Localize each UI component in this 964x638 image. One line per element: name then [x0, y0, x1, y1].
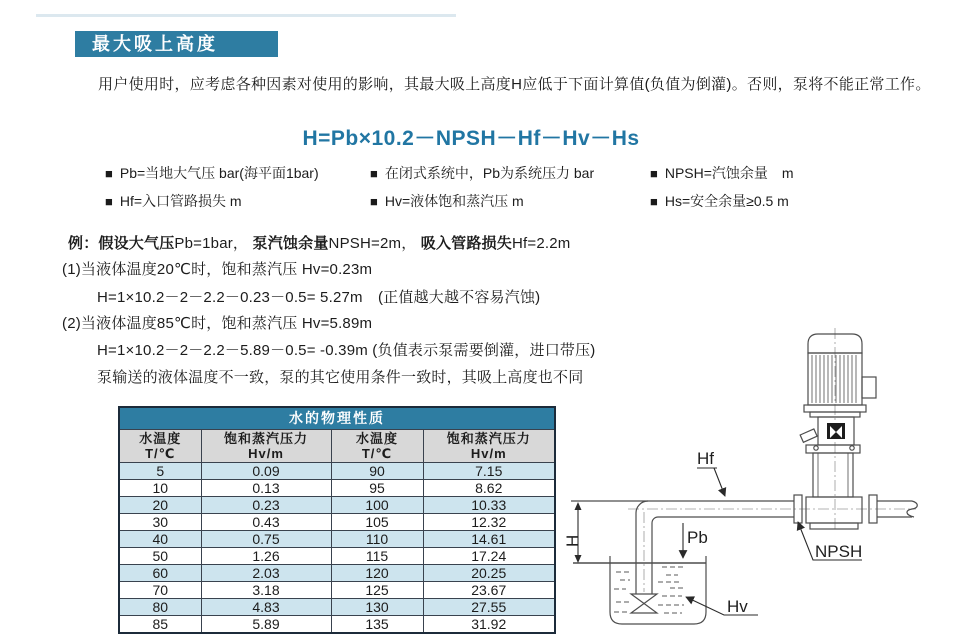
legend-label: Pb=当地大气压 bar(海平面1bar) — [119, 165, 319, 181]
pump-base — [806, 497, 862, 523]
example-bold: 泵汽蚀余量 — [252, 235, 329, 252]
square-bullet-icon: ■ — [650, 194, 658, 209]
dimension-H — [575, 502, 582, 563]
example-bold: 吸入管路损失 — [420, 235, 512, 252]
legend-item-closed-system — [370, 163, 594, 183]
example-intro-line: 例：假设大气压Pb=1bar， 泵汽蚀余量NPSH=2m， 吸入管路损失Hf=2.2m — [68, 235, 571, 252]
legend-item-npsh — [650, 163, 794, 183]
table-row: 70 3.18 125 23.67 — [119, 582, 555, 599]
example-note: 泵输送的液体温度不一致，泵的其它使用条件一致时，其吸上高度也不同 — [97, 369, 584, 386]
page-top-rule — [36, 14, 456, 17]
square-bullet-icon: ■ — [370, 194, 378, 209]
section-title: 最大吸上高度 — [75, 31, 278, 57]
water-tank — [573, 556, 706, 624]
brand-logo-icon — [827, 423, 845, 439]
square-bullet-icon: ■ — [370, 166, 378, 181]
vertical-multistage-pump — [794, 334, 877, 529]
stage-column — [813, 453, 853, 497]
col-header-pressure-left: 饱和蒸汽压力 Hv/m — [201, 430, 331, 463]
intro-paragraph: 用户使用时，应考虑各种因素对使用的影响，其最大吸上高度H应低于下面计算值(负值为倒灌)。否则，泵将不能正常工作。 — [98, 76, 931, 93]
example-calc1: H=1×10.2－2－2.2－0.23－0.5= 5.27m (正值越大越不容易汽蚀) — [97, 289, 541, 306]
square-bullet-icon: ■ — [105, 166, 113, 181]
base-foot — [810, 523, 858, 529]
example-case1: (1)当液体温度20℃时，饱和蒸汽压 Hv=0.23m — [62, 261, 373, 278]
table-row: 80 4.83 130 27.55 — [119, 599, 555, 616]
legend-item-hf — [105, 191, 242, 211]
table-row: 20 0.23 100 10.33 — [119, 497, 555, 514]
legend-label: Hs=安全余量≥0.5 m — [664, 193, 789, 209]
pb-label: Pb — [687, 528, 708, 547]
suction-height-formula: H=Pb×10.2－NPSH－Hf－Hv－Hs — [302, 127, 640, 150]
example-bold: 例：假设大气压 — [68, 235, 175, 252]
legend-label: NPSH=汽蚀余量 m — [664, 165, 794, 181]
suction-pipe-inner — [652, 517, 794, 594]
square-bullet-icon: ■ — [650, 166, 658, 181]
table-row: 40 0.75 110 14.61 — [119, 531, 555, 548]
legend-item-hs — [650, 191, 789, 211]
example-calc2: H=1×10.2－2－2.2－5.89－0.5= -0.39m (负值表示泵需要倒灌，进口带压) — [97, 342, 596, 359]
square-bullet-icon: ■ — [105, 194, 113, 209]
table-row: 50 1.26 115 17.24 — [119, 548, 555, 565]
centerlines — [628, 328, 916, 592]
pump-installation-diagram — [558, 326, 958, 638]
hf-label: Hf — [697, 449, 714, 468]
h-label: H — [563, 534, 582, 547]
hv-label: Hv — [727, 597, 748, 616]
example-case2: (2)当液体温度85℃时，饱和蒸汽压 Hv=5.89m — [62, 315, 373, 332]
foot-valve-icon — [631, 594, 657, 613]
table-row: 85 5.89 135 31.92 — [119, 616, 555, 634]
drain-plug — [800, 429, 817, 442]
legend-label: 在闭式系统中，Pb为系统压力 bar — [384, 165, 595, 181]
col-header-pressure-right: 饱和蒸汽压力 Hv/m — [423, 430, 555, 463]
table-row: 60 2.03 120 20.25 — [119, 565, 555, 582]
legend-item-pb — [105, 163, 319, 183]
hf-leader — [697, 468, 725, 496]
water-hatching — [614, 567, 684, 613]
terminal-box — [862, 377, 876, 398]
table-title: 水的物理性质 — [119, 407, 555, 430]
col-header-temp-right: 水温度 T/℃ — [331, 430, 423, 463]
table-row: 5 0.09 90 7.15 — [119, 463, 555, 480]
water-properties-table — [118, 406, 556, 634]
table-row: 10 0.13 95 8.62 — [119, 480, 555, 497]
table-row: 30 0.43 105 12.32 — [119, 514, 555, 531]
tank-outline — [610, 556, 706, 624]
col-header-temp-left: 水温度 T/℃ — [119, 430, 201, 463]
npsh-label: NPSH — [815, 542, 863, 561]
legend-label: Hv=液体饱和蒸汽压 m — [384, 193, 524, 209]
legend-item-hv — [370, 191, 524, 211]
motor-fins — [812, 355, 856, 403]
legend-label: Hf=入口管路损失 m — [119, 193, 242, 209]
suction-pipe-outer — [636, 501, 794, 594]
